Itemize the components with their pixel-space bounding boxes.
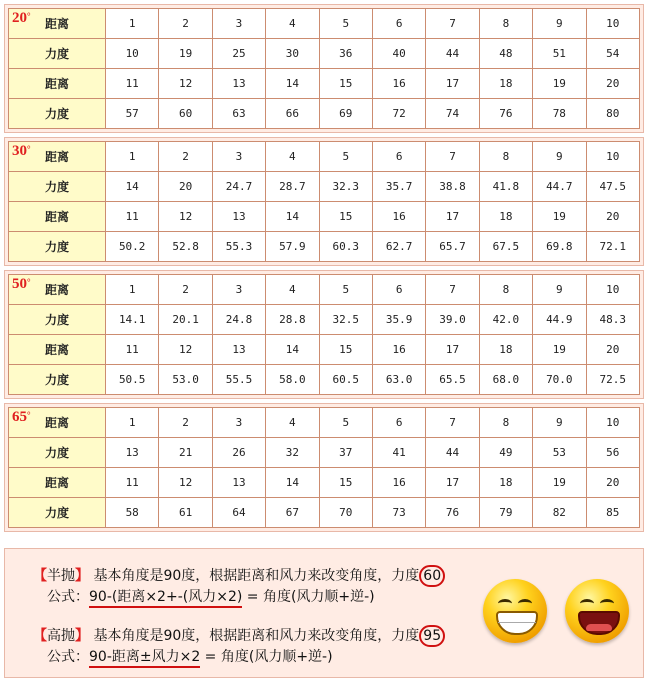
table-cell: 2	[159, 408, 212, 438]
table-row	[9, 9, 640, 39]
table-cell: 10	[586, 142, 639, 172]
table-cell: 20	[586, 468, 639, 498]
row-label: 50° 距离	[9, 275, 106, 305]
table-cell: 32	[266, 438, 319, 468]
table-cell: 20	[159, 172, 212, 202]
table-cell: 53.0	[159, 365, 212, 395]
table-cell: 25	[212, 39, 265, 69]
table-cell: 60	[159, 99, 212, 129]
table-cell: 70.0	[533, 365, 586, 395]
formula-notes	[4, 548, 644, 678]
table-cell: 4	[266, 408, 319, 438]
grin-face-icon	[483, 579, 547, 643]
data-table	[8, 8, 640, 129]
angle-table-50	[4, 270, 644, 399]
row-label: 距离	[9, 335, 106, 365]
table-row	[9, 69, 640, 99]
high-throw-tag: 高抛	[47, 628, 75, 644]
table-cell: 13	[212, 468, 265, 498]
table-cell: 2	[159, 9, 212, 39]
table-cell: 19	[533, 202, 586, 232]
row-label: 65° 距离	[9, 408, 106, 438]
table-cell: 17	[426, 335, 479, 365]
table-cell: 72	[372, 99, 425, 129]
table-cell: 68.0	[479, 365, 532, 395]
table-cell: 19	[159, 39, 212, 69]
table-cell: 14	[106, 172, 159, 202]
table-cell: 14.1	[106, 305, 159, 335]
table-cell: 57.9	[266, 232, 319, 262]
table-cell: 12	[159, 335, 212, 365]
data-table	[8, 141, 640, 262]
table-row	[9, 99, 640, 129]
table-cell: 61	[159, 498, 212, 528]
table-cell: 4	[266, 9, 319, 39]
table-cell: 41.8	[479, 172, 532, 202]
table-row	[9, 232, 640, 262]
table-cell: 56	[586, 438, 639, 468]
table-cell: 10	[586, 275, 639, 305]
row-label: 距离	[9, 468, 106, 498]
table-cell: 9	[533, 142, 586, 172]
table-cell: 60.3	[319, 232, 372, 262]
table-cell: 7	[426, 142, 479, 172]
table-cell: 76	[479, 99, 532, 129]
table-cell: 17	[426, 69, 479, 99]
table-cell: 47.5	[586, 172, 639, 202]
table-cell: 48	[479, 39, 532, 69]
table-cell: 55.5	[212, 365, 265, 395]
row-label: 30° 距离	[9, 142, 106, 172]
table-row	[9, 438, 640, 468]
table-cell: 51	[533, 39, 586, 69]
table-cell: 60.5	[319, 365, 372, 395]
table-cell: 24.7	[212, 172, 265, 202]
table-cell: 18	[479, 69, 532, 99]
table-cell: 10	[586, 408, 639, 438]
half-throw-text: 基本角度是90度，根据距离和风力来改变角度，力度	[93, 568, 420, 584]
angle-table-30	[4, 137, 644, 266]
table-row	[9, 498, 640, 528]
table-cell: 63	[212, 99, 265, 129]
table-cell: 78	[533, 99, 586, 129]
angle-badge: 65°	[12, 409, 31, 425]
data-table	[8, 274, 640, 395]
table-cell: 50.5	[106, 365, 159, 395]
table-cell: 20	[586, 335, 639, 365]
table-cell: 24.8	[212, 305, 265, 335]
table-cell: 15	[319, 69, 372, 99]
row-label: 力度	[9, 39, 106, 69]
table-cell: 7	[426, 275, 479, 305]
table-cell: 82	[533, 498, 586, 528]
table-cell: 12	[159, 69, 212, 99]
table-cell: 6	[372, 142, 425, 172]
half-throw-tag: 半抛	[47, 568, 75, 584]
table-cell: 37	[319, 438, 372, 468]
table-cell: 55.3	[212, 232, 265, 262]
table-cell: 3	[212, 9, 265, 39]
table-cell: 79	[479, 498, 532, 528]
table-cell: 1	[106, 408, 159, 438]
table-cell: 11	[106, 202, 159, 232]
table-cell: 3	[212, 408, 265, 438]
table-row	[9, 142, 640, 172]
table-cell: 10	[106, 39, 159, 69]
table-cell: 70	[319, 498, 372, 528]
table-cell: 14	[266, 202, 319, 232]
table-cell: 12	[159, 202, 212, 232]
table-cell: 8	[479, 9, 532, 39]
laughing-face-icon	[565, 579, 629, 643]
table-cell: 19	[533, 69, 586, 99]
table-cell: 52.8	[159, 232, 212, 262]
table-cell: 16	[372, 69, 425, 99]
row-label: 力度	[9, 438, 106, 468]
table-cell: 32.3	[319, 172, 372, 202]
half-throw-formula-label: 公式：	[47, 589, 89, 605]
row-label: 力度	[9, 305, 106, 335]
table-cell: 7	[426, 9, 479, 39]
table-cell: 69.8	[533, 232, 586, 262]
table-cell: 11	[106, 468, 159, 498]
table-cell: 44.7	[533, 172, 586, 202]
table-cell: 19	[533, 335, 586, 365]
row-label: 力度	[9, 172, 106, 202]
table-cell: 58.0	[266, 365, 319, 395]
table-cell: 28.8	[266, 305, 319, 335]
table-cell: 14	[266, 468, 319, 498]
table-cell: 5	[319, 9, 372, 39]
table-cell: 15	[319, 335, 372, 365]
table-cell: 11	[106, 335, 159, 365]
table-cell: 9	[533, 408, 586, 438]
half-throw-formula-suffix: = 角度(风力顺+逆-)	[242, 589, 375, 605]
table-cell: 3	[212, 275, 265, 305]
table-cell: 80	[586, 99, 639, 129]
table-cell: 26	[212, 438, 265, 468]
table-cell: 2	[159, 275, 212, 305]
table-cell: 85	[586, 498, 639, 528]
table-cell: 13	[212, 69, 265, 99]
table-cell: 15	[319, 468, 372, 498]
table-cell: 16	[372, 468, 425, 498]
table-cell: 73	[372, 498, 425, 528]
half-throw-formula: 90-(距离×2+-(风力×2)	[89, 589, 242, 608]
table-cell: 72.5	[586, 365, 639, 395]
table-cell: 66	[266, 99, 319, 129]
table-cell: 44.9	[533, 305, 586, 335]
table-cell: 32.5	[319, 305, 372, 335]
table-cell: 42.0	[479, 305, 532, 335]
half-throw-line: 【半抛】 基本角度是90度，根据距离和风力来改变角度，力度 60	[33, 565, 445, 587]
table-row	[9, 468, 640, 498]
table-cell: 1	[106, 142, 159, 172]
table-row	[9, 202, 640, 232]
table-cell: 9	[533, 275, 586, 305]
table-cell: 58	[106, 498, 159, 528]
table-row	[9, 305, 640, 335]
table-cell: 50.2	[106, 232, 159, 262]
table-cell: 30	[266, 39, 319, 69]
table-cell: 35.9	[372, 305, 425, 335]
table-cell: 13	[212, 202, 265, 232]
table-cell: 6	[372, 275, 425, 305]
row-label: 距离	[9, 202, 106, 232]
table-cell: 13	[212, 335, 265, 365]
table-cell: 16	[372, 202, 425, 232]
data-table	[8, 407, 640, 528]
high-throw-line: 【高抛】 基本角度是90度，根据距离和风力来改变角度，力度 95	[33, 625, 445, 647]
table-cell: 65.7	[426, 232, 479, 262]
high-throw-formula-line	[33, 647, 333, 667]
table-cell: 48.3	[586, 305, 639, 335]
table-cell: 76	[426, 498, 479, 528]
high-throw-power: 95	[419, 625, 445, 647]
high-throw-formula: 90-距离±风力×2	[89, 649, 200, 668]
table-cell: 57	[106, 99, 159, 129]
table-cell: 19	[533, 468, 586, 498]
table-cell: 5	[319, 142, 372, 172]
table-row	[9, 408, 640, 438]
table-cell: 4	[266, 275, 319, 305]
table-cell: 69	[319, 99, 372, 129]
table-cell: 62.7	[372, 232, 425, 262]
row-label: 力度	[9, 498, 106, 528]
table-cell: 44	[426, 39, 479, 69]
table-cell: 18	[479, 468, 532, 498]
table-cell: 4	[266, 142, 319, 172]
table-cell: 1	[106, 9, 159, 39]
table-cell: 5	[319, 275, 372, 305]
table-cell: 1	[106, 275, 159, 305]
table-cell: 12	[159, 468, 212, 498]
table-cell: 54	[586, 39, 639, 69]
table-cell: 21	[159, 438, 212, 468]
angle-badge: 20°	[12, 10, 31, 26]
table-cell: 40	[372, 39, 425, 69]
table-cell: 17	[426, 202, 479, 232]
table-cell: 18	[479, 202, 532, 232]
table-cell: 74	[426, 99, 479, 129]
table-row	[9, 172, 640, 202]
table-cell: 2	[159, 142, 212, 172]
table-row	[9, 275, 640, 305]
table-cell: 5	[319, 408, 372, 438]
table-cell: 20	[586, 69, 639, 99]
row-label: 力度	[9, 365, 106, 395]
table-cell: 65.5	[426, 365, 479, 395]
table-cell: 67.5	[479, 232, 532, 262]
table-cell: 38.8	[426, 172, 479, 202]
angle-badge: 50°	[12, 276, 31, 292]
table-cell: 67	[266, 498, 319, 528]
table-cell: 7	[426, 408, 479, 438]
table-cell: 20.1	[159, 305, 212, 335]
table-cell: 10	[586, 9, 639, 39]
table-cell: 53	[533, 438, 586, 468]
table-cell: 8	[479, 142, 532, 172]
table-cell: 35.7	[372, 172, 425, 202]
table-cell: 3	[212, 142, 265, 172]
table-cell: 8	[479, 275, 532, 305]
table-cell: 49	[479, 438, 532, 468]
table-row	[9, 39, 640, 69]
angle-badge: 30°	[12, 143, 31, 159]
table-cell: 41	[372, 438, 425, 468]
table-cell: 6	[372, 408, 425, 438]
table-cell: 72.1	[586, 232, 639, 262]
table-cell: 11	[106, 69, 159, 99]
table-cell: 14	[266, 69, 319, 99]
table-cell: 8	[479, 408, 532, 438]
table-cell: 36	[319, 39, 372, 69]
table-row	[9, 365, 640, 395]
table-cell: 14	[266, 335, 319, 365]
angle-table-20	[4, 4, 644, 133]
high-throw-formula-suffix: = 角度(风力顺+逆-)	[200, 649, 333, 665]
table-cell: 64	[212, 498, 265, 528]
table-cell: 15	[319, 202, 372, 232]
table-cell: 20	[586, 202, 639, 232]
table-cell: 39.0	[426, 305, 479, 335]
angle-table-65	[4, 403, 644, 532]
table-cell: 13	[106, 438, 159, 468]
half-throw-power: 60	[419, 565, 445, 587]
half-throw-formula-line	[33, 587, 375, 607]
row-label: 距离	[9, 69, 106, 99]
table-cell: 16	[372, 335, 425, 365]
high-throw-formula-label: 公式：	[47, 649, 89, 665]
row-label: 20° 距离	[9, 9, 106, 39]
table-cell: 44	[426, 438, 479, 468]
table-row	[9, 335, 640, 365]
table-cell: 28.7	[266, 172, 319, 202]
row-label: 力度	[9, 232, 106, 262]
table-cell: 63.0	[372, 365, 425, 395]
row-label: 力度	[9, 99, 106, 129]
high-throw-text: 基本角度是90度，根据距离和风力来改变角度，力度	[93, 628, 420, 644]
table-cell: 9	[533, 9, 586, 39]
table-cell: 18	[479, 335, 532, 365]
table-cell: 17	[426, 468, 479, 498]
table-cell: 6	[372, 9, 425, 39]
